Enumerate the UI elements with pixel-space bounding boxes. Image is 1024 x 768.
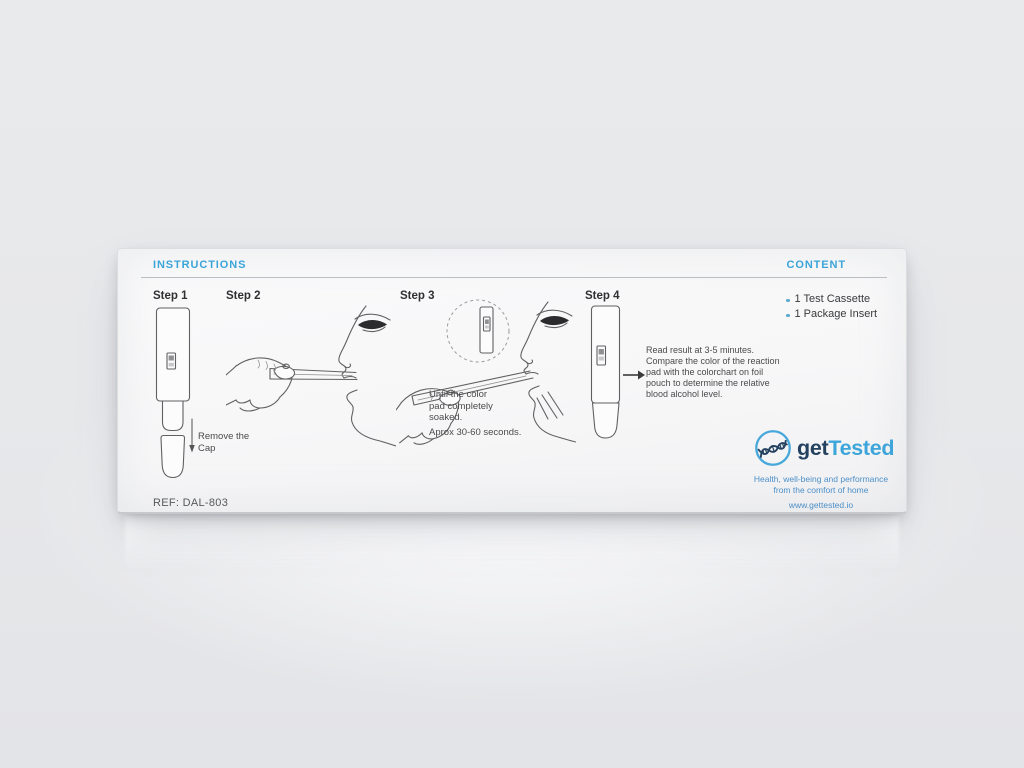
right-arrow-icon [622,368,646,382]
content-header: CONTENT [786,259,846,271]
ref-code: REF: DAL-803 [153,497,229,509]
step-4-illustration-capped-device-icon [586,304,626,444]
instructions-header: INSTRUCTIONS [153,259,247,271]
brand-name: getTested [797,435,895,460]
dna-logo-icon [754,429,792,467]
step-2-label: Step 2 [226,290,261,302]
hand [226,358,295,411]
brand-tagline: Health, well-being and performance from the comfort of home [753,474,889,495]
motion-lines [537,392,563,419]
step-1-label: Step 1 [153,290,188,302]
magnifier-circle [447,300,509,362]
step-3-label: Step 3 [400,290,435,302]
step-4-label: Step 4 [585,290,620,302]
box-reflection [125,516,899,570]
header-divider [141,277,887,278]
brand-logo [754,429,894,467]
step-4-note: Read result at 3-5 minutes. Compare the color of the reaction pad with the colorchart on foil pouch to determine the relative blood alcohol level. [646,345,780,399]
down-arrow-icon [189,419,195,453]
face-profile [339,306,396,446]
step-3-note: Until the color pad completely soaked. Aprox 30-60 seconds. [429,389,522,438]
bullet-dot-icon [786,314,790,318]
face-profile [521,302,576,442]
step-1-illustration-test-device-icon [151,306,211,486]
step-2-illustration-face-and-hand [226,304,396,449]
content-list [786,293,877,323]
list-item: 1 Package Insert [786,308,877,320]
list-item: 1 Test Cassette [786,293,877,305]
bullet-dot-icon [786,299,790,303]
website-url: www.gettested.io [788,500,854,510]
step-1-note: Remove the Cap [198,431,250,454]
package-back-panel [117,248,907,514]
